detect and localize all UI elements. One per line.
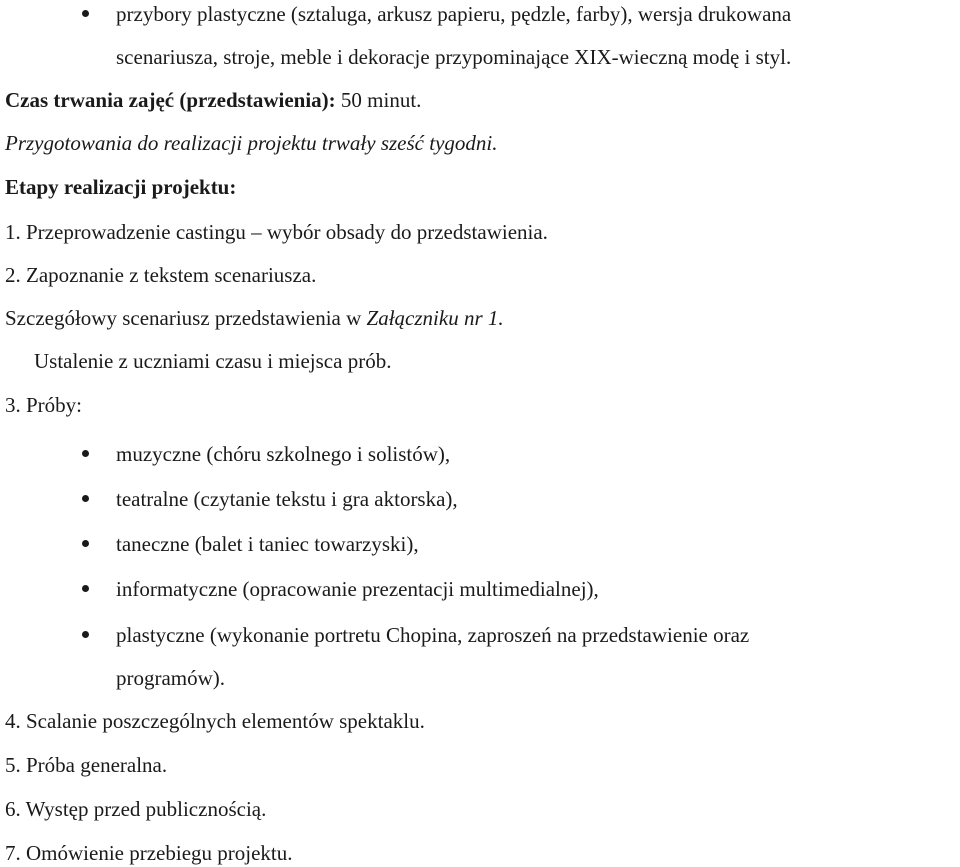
duration-value: 50 minut.	[335, 88, 422, 112]
stage-5: 5. Próba generalna.	[5, 753, 168, 777]
schedule-note: Ustalenie z uczniami czasu i miejsca prób.	[34, 349, 392, 373]
bullet-icon	[82, 450, 89, 457]
stages-heading: Etapy realizacji projektu:	[5, 175, 237, 199]
bullet-icon	[82, 495, 89, 502]
stage-6: 6. Występ przed publicznością.	[5, 797, 267, 821]
duration-line	[5, 87, 421, 113]
rehearsal-item: muzyczne (chóru szkolnego i solistów),	[116, 442, 451, 466]
preparation-note: Przygotowania do realizacji projektu trwały sześć tygodni.	[5, 131, 498, 155]
materials-line-2: scenariusza, stroje, meble i dekoracje przypominające XIX-wieczną modę i styl.	[116, 45, 792, 69]
rehearsal-item-continuation: programów).	[116, 666, 226, 690]
rehearsal-item: plastyczne (wykonanie portretu Chopina, zaproszeń na przedstawienie oraz	[116, 623, 750, 647]
stage-7: 7. Omówienie przebiegu projektu.	[5, 841, 293, 865]
scenario-note	[5, 305, 504, 331]
duration-label: Czas trwania zajęć (przedstawienia):	[5, 88, 336, 112]
stage-2: 2. Zapoznanie z tekstem scenariusza.	[5, 263, 317, 287]
rehearsal-item: teatralne (czytanie tekstu i gra aktorska),	[116, 487, 458, 511]
stage-1: 1. Przeprowadzenie castingu – wybór obsady do przedstawienia.	[5, 220, 548, 244]
appendix-reference: Załączniku nr 1.	[366, 306, 504, 330]
rehearsal-item: taneczne (balet i taniec towarzyski),	[116, 532, 419, 556]
bullet-icon	[82, 585, 89, 592]
bullet-icon	[82, 631, 89, 638]
bullet-icon	[82, 10, 89, 17]
bullet-icon	[82, 540, 89, 547]
rehearsal-item: informatyczne (opracowanie prezentacji multimedialnej),	[116, 577, 599, 601]
scenario-note-text: Szczegółowy scenariusz przedstawienia w	[5, 306, 367, 330]
materials-line-1: przybory plastyczne (sztaluga, arkusz papieru, pędzle, farby), wersja drukowana	[116, 2, 792, 26]
stage-3: 3. Próby:	[5, 393, 83, 417]
stage-4: 4. Scalanie poszczególnych elementów spektaklu.	[5, 709, 425, 733]
